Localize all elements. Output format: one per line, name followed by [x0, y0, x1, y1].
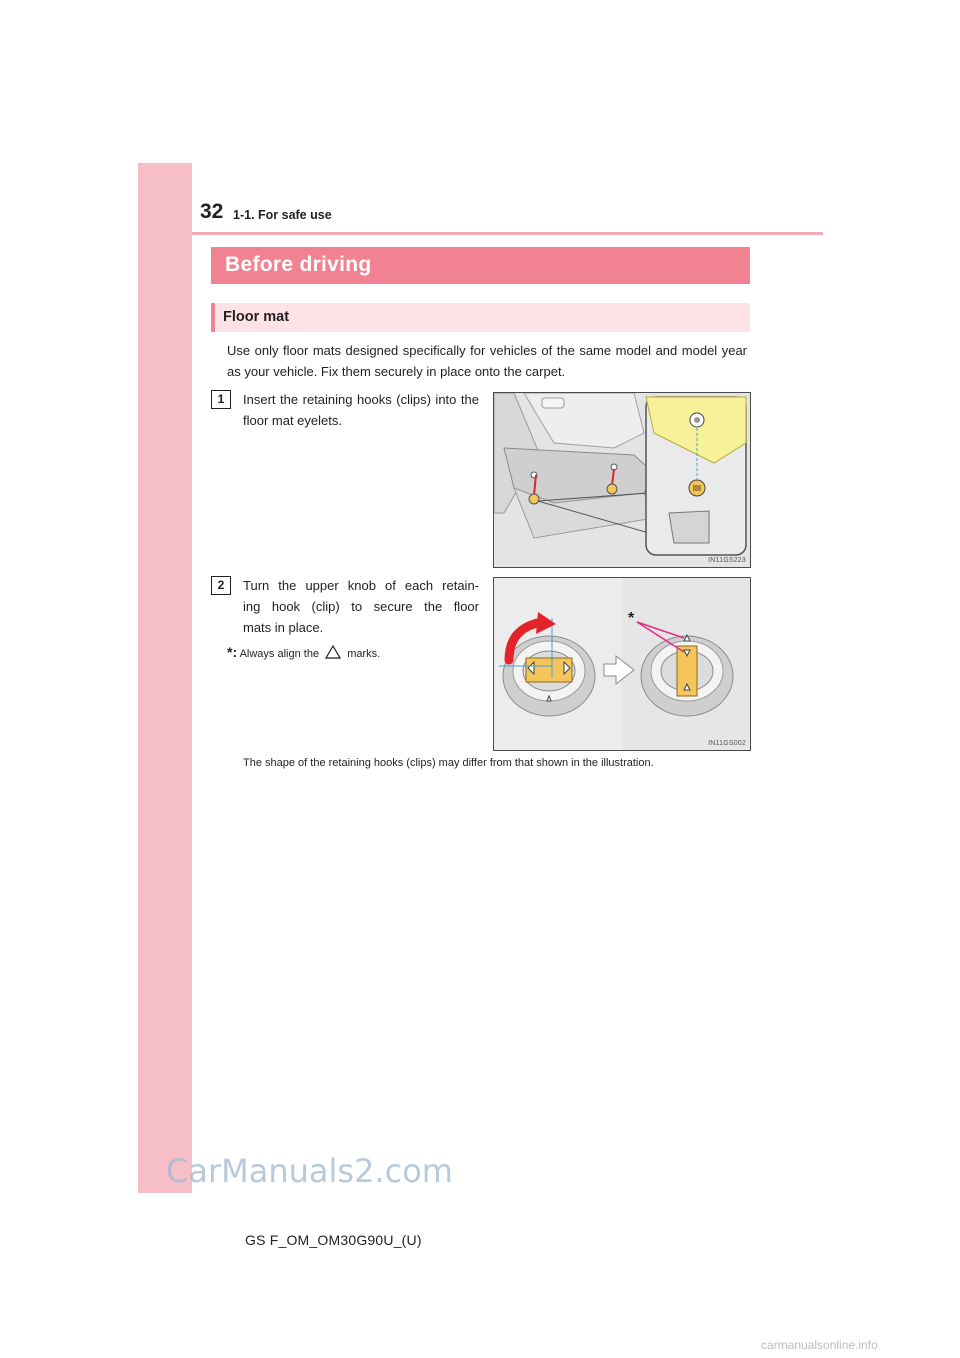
floor-mat-diagram [494, 393, 750, 567]
triangle-outline-icon [325, 645, 341, 662]
knob-diagram [494, 578, 750, 750]
page-number: 32 [200, 200, 224, 223]
chapter-sidebar [138, 163, 192, 1193]
section-banner [211, 247, 750, 284]
step-2-line-2: ing hook (clip) to secure the floor [243, 599, 479, 614]
subsection-accent-bar [211, 303, 215, 332]
intro-paragraph: Use only floor mats designed specifically for vehicles of the same model and model year as your vehicle. Fix them securely in place onto the carpet. [227, 343, 747, 379]
section-reference: 1-1. For safe use [233, 208, 332, 222]
figure-code: IN11GS223 [708, 557, 746, 564]
floor-mat-hook-illustration [493, 392, 751, 568]
subsection-title: Floor mat [223, 309, 290, 325]
note-text-before: Always align the [239, 648, 320, 660]
step-2-line-1: Turn the upper knob of each retain- [243, 578, 479, 593]
watermark: CarManuals2.com [166, 1152, 453, 1190]
note-text-after: marks. [347, 648, 381, 660]
step-2-line-3: mats in place. [243, 620, 324, 635]
alignment-note [227, 644, 380, 662]
step-1-badge: 1 [211, 390, 231, 409]
knob-turn-illustration [493, 577, 751, 751]
figure-asterisk: * [628, 610, 635, 627]
step-1-text: Insert the retaining hooks (clips) into the floor mat eyelets. [243, 392, 479, 428]
site-watermark: carmanualsonline.info [761, 1338, 878, 1352]
illustration-caption: The shape of the retaining hooks (clips) may differ from that shown in the illustration. [243, 757, 654, 769]
step-2-badge: 2 [211, 576, 231, 595]
header-rule [192, 232, 823, 235]
figure-code: IN11GS002 [708, 740, 746, 747]
section-title: Before driving [225, 253, 372, 276]
footer-code: GS F_OM_OM30G90U_(U) [245, 1232, 422, 1248]
step-2-text [243, 575, 479, 638]
subsection-banner [211, 303, 750, 332]
note-asterisk: *: [227, 644, 238, 660]
